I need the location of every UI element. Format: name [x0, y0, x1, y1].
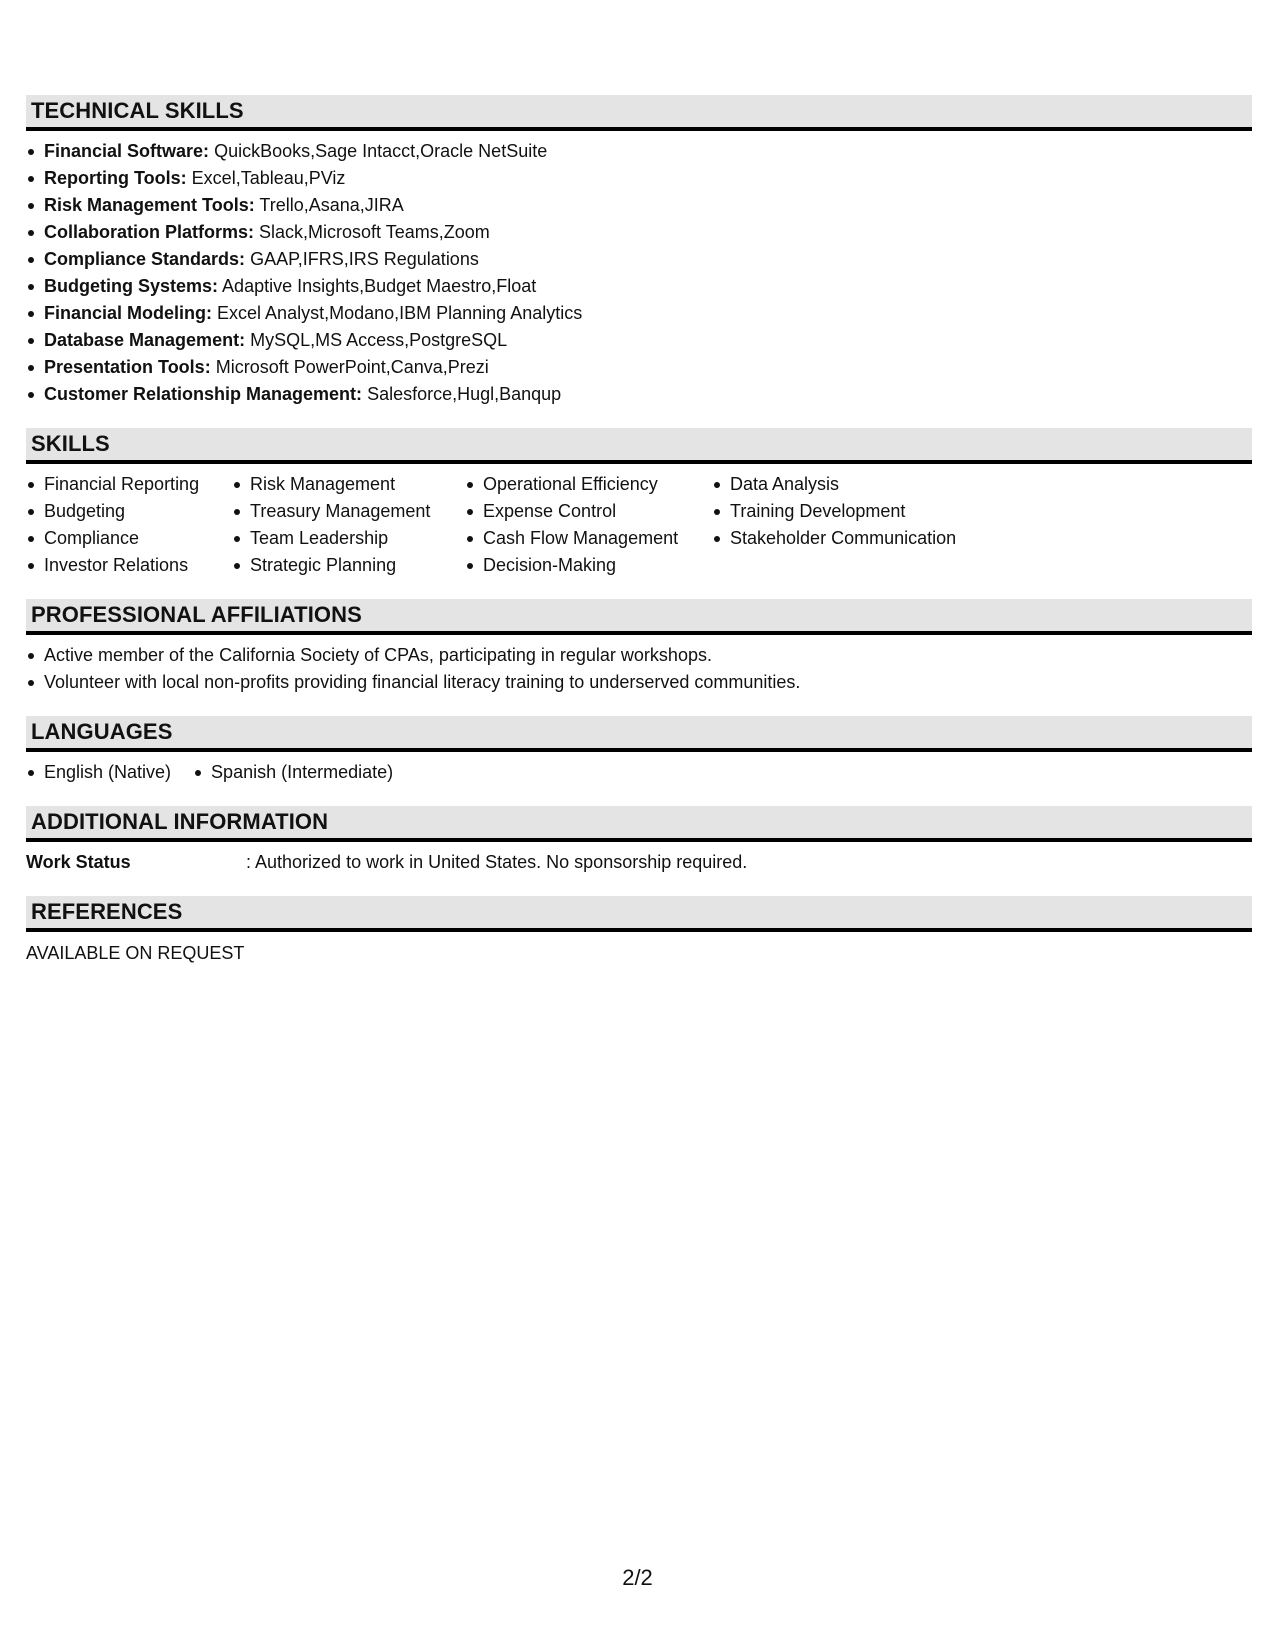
skill-category-value: Trello,Asana,JIRA: [259, 195, 404, 215]
technical-skills-section: [26, 95, 1252, 408]
technical-skills-header: [26, 95, 1252, 131]
skill-item: Training Development: [712, 498, 972, 525]
skills-section: [26, 428, 1252, 579]
skill-category-label: Compliance Standards:: [44, 249, 246, 269]
skill-category-value: Microsoft PowerPoint,Canva,Prezi: [215, 357, 489, 377]
list-item: [26, 300, 1252, 327]
skill-item: Team Leadership: [232, 525, 465, 552]
additional-info-header: [26, 806, 1252, 842]
skill-category-label: Budgeting Systems:: [44, 276, 219, 296]
skill-category-label: Risk Management Tools:: [44, 195, 255, 215]
skill-category-label: Reporting Tools:: [44, 168, 187, 188]
skill-category-label: Customer Relationship Management:: [44, 384, 363, 404]
skills-column: [465, 471, 712, 579]
skill-category-label: Financial Software:: [44, 141, 210, 161]
section-title: ADDITIONAL INFORMATION: [31, 809, 329, 834]
resume-page: [26, 95, 1252, 967]
skill-category-value: Salesforce,Hugl,Banqup: [367, 384, 562, 404]
skill-item: Investor Relations: [26, 552, 232, 579]
affiliations-section: [26, 599, 1252, 696]
skill-item: Cash Flow Management: [465, 525, 712, 552]
references-text: AVAILABLE ON REQUEST: [26, 943, 245, 963]
section-spacer: [26, 876, 1252, 896]
technical-skills-list: [26, 131, 1252, 408]
list-item: [26, 246, 1252, 273]
affiliations-header: [26, 599, 1252, 635]
section-title: LANGUAGES: [31, 719, 173, 744]
list-item: [26, 192, 1252, 219]
section-title: TECHNICAL SKILLS: [31, 98, 244, 123]
skill-category-label: Financial Modeling:: [44, 303, 213, 323]
skills-column: [712, 471, 972, 579]
languages-section: [26, 716, 1252, 786]
skill-item: Financial Reporting: [26, 471, 232, 498]
skill-item: Expense Control: [465, 498, 712, 525]
list-item: [26, 138, 1252, 165]
section-spacer: [26, 579, 1252, 599]
skill-category-label: Database Management:: [44, 330, 246, 350]
skill-item: Strategic Planning: [232, 552, 465, 579]
skill-item: Compliance: [26, 525, 232, 552]
language-item: Spanish (Intermediate): [193, 759, 393, 786]
skill-category-value: Adaptive Insights,Budget Maestro,Float: [222, 276, 537, 296]
languages-header: [26, 716, 1252, 752]
section-spacer: [26, 786, 1252, 806]
skill-item: Treasury Management: [232, 498, 465, 525]
skill-category-value: QuickBooks,Sage Intacct,Oracle NetSuite: [214, 141, 548, 161]
list-item: [26, 273, 1252, 300]
work-status-label: Work Status: [26, 852, 131, 872]
skills-column: [232, 471, 465, 579]
languages-list: [26, 752, 1252, 786]
list-item: [26, 165, 1252, 192]
skill-category-label: Presentation Tools:: [44, 357, 211, 377]
references-header: [26, 896, 1252, 932]
skill-category-value: MySQL,MS Access,PostgreSQL: [250, 330, 508, 350]
section-title: SKILLS: [31, 431, 110, 456]
skills-grid: [26, 464, 1252, 579]
skill-item: Operational Efficiency: [465, 471, 712, 498]
list-item: Active member of the California Society of CPAs, participating in regular workshops.: [26, 642, 1252, 669]
list-item: [26, 354, 1252, 381]
section-title: PROFESSIONAL AFFILIATIONS: [31, 602, 362, 627]
section-spacer: [26, 408, 1252, 428]
page-number: 2/2: [622, 1565, 653, 1590]
skill-category-value: Slack,Microsoft Teams,Zoom: [259, 222, 490, 242]
list-item: Volunteer with local non-profits providing financial literacy training to underserved communities.: [26, 669, 1252, 696]
skill-category-value: GAAP,IFRS,IRS Regulations: [250, 249, 479, 269]
skill-item: Data Analysis: [712, 471, 972, 498]
list-item: [26, 219, 1252, 246]
work-status-value: : Authorized to work in United States. No sponsorship required.: [246, 852, 748, 872]
skill-category-label: Collaboration Platforms:: [44, 222, 255, 242]
skill-item: Stakeholder Communication: [712, 525, 972, 552]
list-item: [26, 381, 1252, 408]
affiliations-list: [26, 635, 1252, 696]
references-section: [26, 896, 1252, 967]
section-spacer: [26, 696, 1252, 716]
skills-column: [26, 471, 232, 579]
skill-category-value: Excel Analyst,Modano,IBM Planning Analytics: [217, 303, 583, 323]
section-title: REFERENCES: [31, 899, 183, 924]
skill-item: Budgeting: [26, 498, 232, 525]
additional-info-section: [26, 806, 1252, 876]
work-status-row: [26, 842, 1252, 876]
skill-item: Decision-Making: [465, 552, 712, 579]
skills-header: [26, 428, 1252, 464]
list-item: [26, 327, 1252, 354]
language-item: English (Native): [26, 759, 171, 786]
skill-category-value: Excel,Tableau,PViz: [191, 168, 346, 188]
skill-item: Risk Management: [232, 471, 465, 498]
